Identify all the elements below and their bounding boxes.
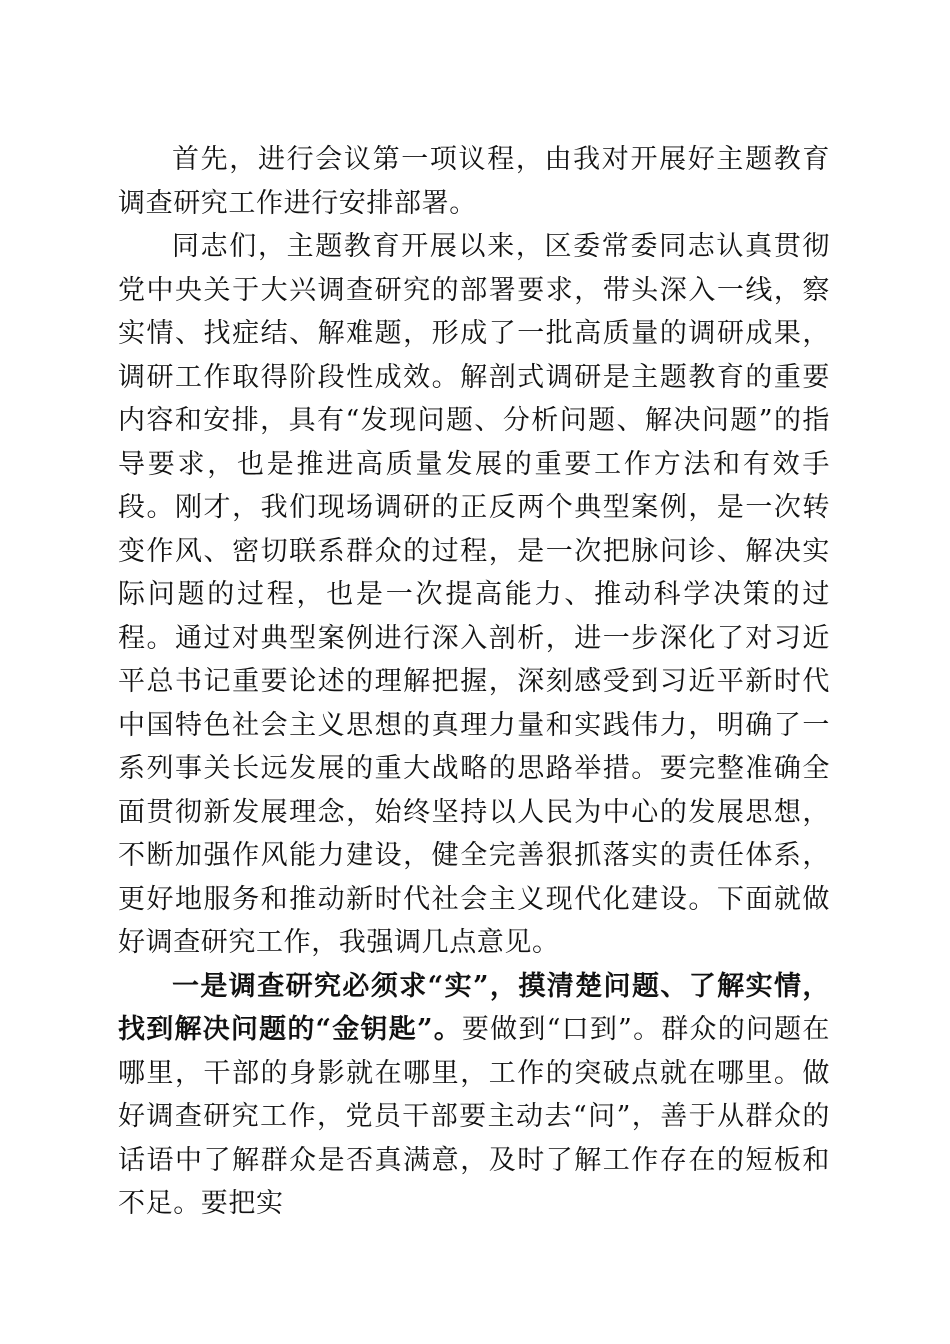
paragraph-point-one (118, 965, 830, 1226)
point-one-text: 要做到“口到”。群众的问题在哪里，干部的身影就在哪里，工作的突破点就在哪里。做好调查研究工作，党员干部要主动去“问”，善于从群众的话语中了解群众是否真满意，及时了解工作存在的短板和不足。要把实 (118, 1014, 830, 1219)
paragraph-intro: 首先，进行会议第一项议程，由我对开展好主题教育调查研究工作进行安排部署。 (118, 144, 830, 219)
point-one-heading: 一是调查研究必须求“实”，摸清楚问题、了解实情，找到解决问题的“金钥匙”。 (118, 970, 830, 1045)
paragraph-body: 同志们，主题教育开展以来，区委常委同志认真贯彻党中央关于大兴调查研究的部署要求，带头深入一线，察实情、找症结、解难题，形成了一批高质量的调研成果，调研工作取得阶段性成效。解剖式调研是主题教育的重要内容和安排，具有“发现问题、分析问题、解决问题”的指导要求，也是推进高质量发展的重要工作方法和有效手段。刚才，我们现场调研的正反两个典型案例，是一次转变作风、密切联系群众的过程，是一次把脉问诊、解决实际问题的过程，也是一次提高能力、推动科学决策的过程。通过对典型案例进行深入剖析，进一步深化了对习近平总书记重要论述的理解把握，深刻感受到习近平新时代中国特色社会主义思想的真理力量和实践伟力，明确了一系列事关长远发展的重大战略的思路举措。要完整准确全面贯彻新发展理念，始终坚持以人民为中心的发展思想，不断加强作风能力建设，健全完善狠抓落实的责任体系，更好地服务和推动新时代社会主义现代化建设。下面就做好调查研究工作，我强调几点意见。 (118, 231, 830, 958)
document-page (118, 138, 830, 1226)
